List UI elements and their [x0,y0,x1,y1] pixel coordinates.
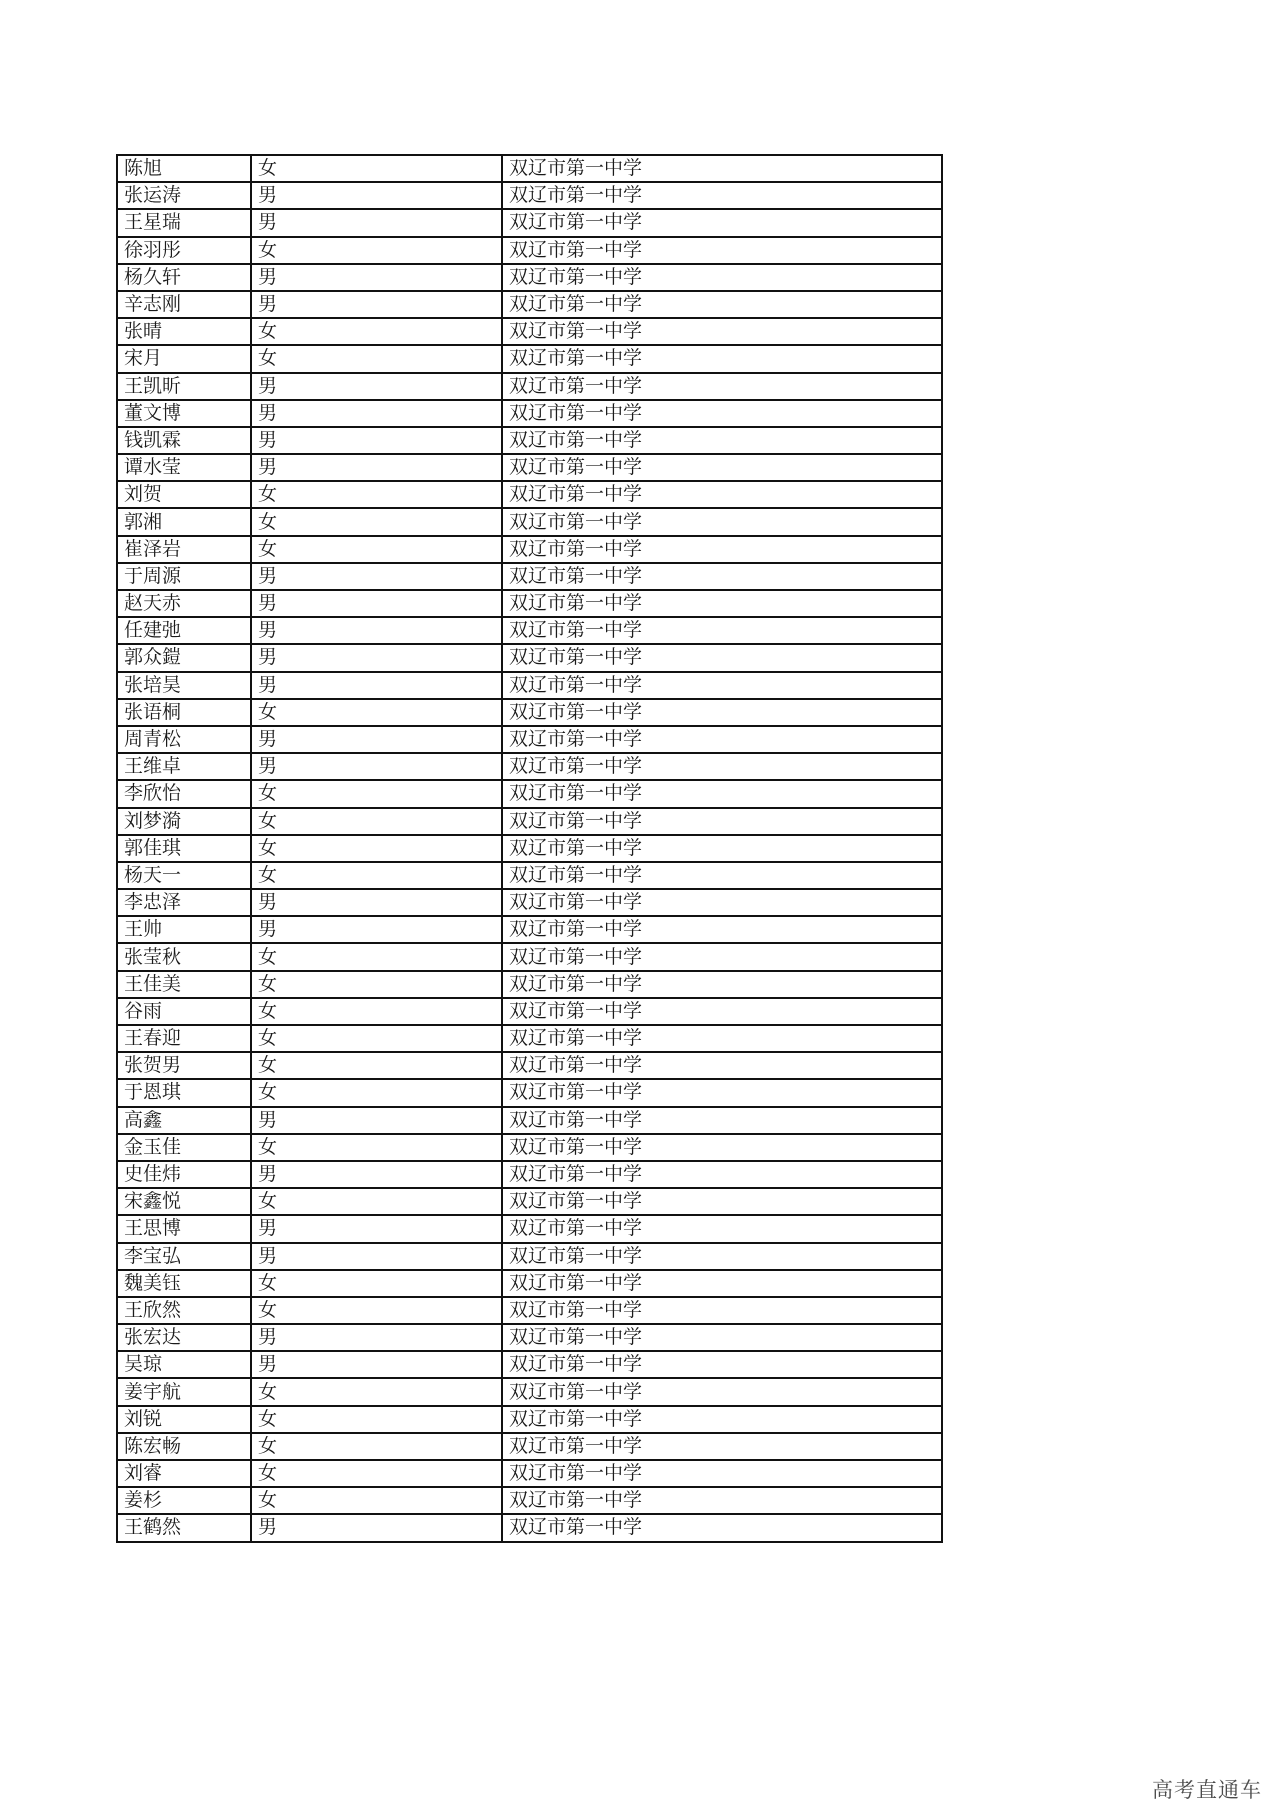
school-cell: 双辽市第一中学 [502,209,942,236]
school-cell: 双辽市第一中学 [502,1052,942,1079]
gender-cell: 男 [251,916,502,943]
student-name-cell: 王星瑞 [117,209,251,236]
gender-cell: 男 [251,644,502,671]
table-row [117,808,942,835]
student-name-cell: 王帅 [117,916,251,943]
table-row [117,1215,942,1242]
table-row [117,726,942,753]
table-row [117,753,942,780]
school-cell: 双辽市第一中学 [502,753,942,780]
table-row [117,264,942,291]
school-cell: 双辽市第一中学 [502,943,942,970]
table-row [117,1079,942,1106]
student-name-cell: 刘睿 [117,1460,251,1487]
student-roster-table [116,154,943,1543]
gender-cell: 男 [251,400,502,427]
table-row [117,1433,942,1460]
school-cell: 双辽市第一中学 [502,1433,942,1460]
gender-cell: 女 [251,1297,502,1324]
student-name-cell: 徐羽彤 [117,237,251,264]
table-row [117,345,942,372]
table-row [117,291,942,318]
student-name-cell: 周青松 [117,726,251,753]
student-name-cell: 王思博 [117,1215,251,1242]
gender-cell: 男 [251,454,502,481]
gender-cell: 男 [251,1215,502,1242]
table-row [117,1188,942,1215]
table-row [117,536,942,563]
table-row [117,1460,942,1487]
student-name-cell: 王佳美 [117,971,251,998]
school-cell: 双辽市第一中学 [502,1134,942,1161]
student-name-cell: 刘锐 [117,1406,251,1433]
student-name-cell: 陈宏畅 [117,1433,251,1460]
student-name-cell: 姜宇航 [117,1378,251,1405]
table-row [117,1378,942,1405]
school-cell: 双辽市第一中学 [502,508,942,535]
school-cell: 双辽市第一中学 [502,1161,942,1188]
gender-cell: 男 [251,427,502,454]
table-row [117,563,942,590]
table-row [117,1514,942,1541]
gender-cell: 女 [251,1079,502,1106]
table-row [117,508,942,535]
school-cell: 双辽市第一中学 [502,672,942,699]
gender-cell: 女 [251,1487,502,1514]
school-cell: 双辽市第一中学 [502,373,942,400]
student-name-cell: 张贺男 [117,1052,251,1079]
gender-cell: 女 [251,998,502,1025]
gender-cell: 男 [251,1514,502,1541]
school-cell: 双辽市第一中学 [502,862,942,889]
student-name-cell: 张宏达 [117,1324,251,1351]
gender-cell: 男 [251,182,502,209]
student-name-cell: 王凯昕 [117,373,251,400]
student-name-cell: 张培昊 [117,672,251,699]
gender-cell: 男 [251,590,502,617]
school-cell: 双辽市第一中学 [502,1378,942,1405]
table-row [117,1270,942,1297]
school-cell: 双辽市第一中学 [502,1487,942,1514]
school-cell: 双辽市第一中学 [502,726,942,753]
gender-cell: 女 [251,780,502,807]
student-name-cell: 史佳炜 [117,1161,251,1188]
gender-cell: 女 [251,318,502,345]
school-cell: 双辽市第一中学 [502,318,942,345]
school-cell: 双辽市第一中学 [502,916,942,943]
gender-cell: 女 [251,237,502,264]
student-name-cell: 刘贺 [117,481,251,508]
student-name-cell: 谷雨 [117,998,251,1025]
table-row [117,427,942,454]
student-name-cell: 王欣然 [117,1297,251,1324]
student-name-cell: 张语桐 [117,699,251,726]
school-cell: 双辽市第一中学 [502,1460,942,1487]
table-row [117,1351,942,1378]
student-name-cell: 吴琼 [117,1351,251,1378]
student-name-cell: 李忠泽 [117,889,251,916]
school-cell: 双辽市第一中学 [502,1514,942,1541]
school-cell: 双辽市第一中学 [502,1107,942,1134]
student-name-cell: 杨天一 [117,862,251,889]
gender-cell: 男 [251,1243,502,1270]
gender-cell: 女 [251,536,502,563]
gender-cell: 女 [251,699,502,726]
gender-cell: 女 [251,1052,502,1079]
gender-cell: 女 [251,1270,502,1297]
school-cell: 双辽市第一中学 [502,617,942,644]
school-cell: 双辽市第一中学 [502,1270,942,1297]
school-cell: 双辽市第一中学 [502,427,942,454]
school-cell: 双辽市第一中学 [502,182,942,209]
gender-cell: 女 [251,835,502,862]
student-name-cell: 杨久轩 [117,264,251,291]
school-cell: 双辽市第一中学 [502,1324,942,1351]
school-cell: 双辽市第一中学 [502,454,942,481]
gender-cell: 男 [251,291,502,318]
gender-cell: 女 [251,1025,502,1052]
student-name-cell: 辛志刚 [117,291,251,318]
gender-cell: 女 [251,1406,502,1433]
table-row [117,617,942,644]
student-name-cell: 宋月 [117,345,251,372]
gender-cell: 女 [251,155,502,182]
student-name-cell: 郭湘 [117,508,251,535]
gender-cell: 男 [251,672,502,699]
gender-cell: 女 [251,1433,502,1460]
school-cell: 双辽市第一中学 [502,971,942,998]
school-cell: 双辽市第一中学 [502,1188,942,1215]
school-cell: 双辽市第一中学 [502,481,942,508]
student-name-cell: 钱凯霖 [117,427,251,454]
gender-cell: 女 [251,808,502,835]
gender-cell: 男 [251,1107,502,1134]
table-row [117,699,942,726]
gender-cell: 男 [251,726,502,753]
table-row [117,862,942,889]
table-row [117,644,942,671]
watermark-text: 高考直通车 [1152,1778,1262,1802]
school-cell: 双辽市第一中学 [502,780,942,807]
school-cell: 双辽市第一中学 [502,644,942,671]
student-name-cell: 金玉佳 [117,1134,251,1161]
school-cell: 双辽市第一中学 [502,835,942,862]
school-cell: 双辽市第一中学 [502,1243,942,1270]
table-row [117,1161,942,1188]
gender-cell: 男 [251,1161,502,1188]
table-row [117,943,942,970]
table-row [117,400,942,427]
gender-cell: 女 [251,1188,502,1215]
table-row [117,916,942,943]
student-name-cell: 姜杉 [117,1487,251,1514]
student-name-cell: 谭水莹 [117,454,251,481]
school-cell: 双辽市第一中学 [502,345,942,372]
school-cell: 双辽市第一中学 [502,264,942,291]
table-row [117,1134,942,1161]
school-cell: 双辽市第一中学 [502,998,942,1025]
gender-cell: 男 [251,1351,502,1378]
gender-cell: 男 [251,563,502,590]
table-row [117,780,942,807]
school-cell: 双辽市第一中学 [502,808,942,835]
student-name-cell: 郭佳琪 [117,835,251,862]
student-name-cell: 于周源 [117,563,251,590]
table-row [117,998,942,1025]
school-cell: 双辽市第一中学 [502,291,942,318]
table-row [117,590,942,617]
school-cell: 双辽市第一中学 [502,699,942,726]
school-cell: 双辽市第一中学 [502,1215,942,1242]
student-name-cell: 高鑫 [117,1107,251,1134]
student-name-cell: 王维卓 [117,753,251,780]
gender-cell: 女 [251,481,502,508]
gender-cell: 男 [251,209,502,236]
gender-cell: 女 [251,508,502,535]
table-row [117,1487,942,1514]
gender-cell: 男 [251,617,502,644]
student-name-cell: 崔泽岩 [117,536,251,563]
gender-cell: 男 [251,889,502,916]
student-name-cell: 魏美钰 [117,1270,251,1297]
school-cell: 双辽市第一中学 [502,1351,942,1378]
gender-cell: 女 [251,1378,502,1405]
student-name-cell: 张晴 [117,318,251,345]
table-row [117,971,942,998]
table-row [117,1297,942,1324]
school-cell: 双辽市第一中学 [502,237,942,264]
table-row [117,155,942,182]
student-name-cell: 陈旭 [117,155,251,182]
table-row [117,373,942,400]
student-name-cell: 任建弛 [117,617,251,644]
school-cell: 双辽市第一中学 [502,400,942,427]
student-name-cell: 赵天赤 [117,590,251,617]
student-name-cell: 李宝弘 [117,1243,251,1270]
school-cell: 双辽市第一中学 [502,536,942,563]
table-row [117,237,942,264]
student-name-cell: 张运涛 [117,182,251,209]
table-row [117,835,942,862]
school-cell: 双辽市第一中学 [502,1297,942,1324]
table-row [117,209,942,236]
student-name-cell: 张莹秋 [117,943,251,970]
gender-cell: 女 [251,1460,502,1487]
gender-cell: 男 [251,1324,502,1351]
table-row [117,1052,942,1079]
gender-cell: 男 [251,753,502,780]
table-row [117,454,942,481]
gender-cell: 女 [251,1134,502,1161]
table-row [117,481,942,508]
gender-cell: 男 [251,264,502,291]
student-name-cell: 王春迎 [117,1025,251,1052]
roster-body [117,155,942,1542]
table-row [117,1025,942,1052]
table-row [117,1243,942,1270]
student-name-cell: 于恩琪 [117,1079,251,1106]
table-row [117,889,942,916]
student-name-cell: 王鹤然 [117,1514,251,1541]
student-name-cell: 董文博 [117,400,251,427]
student-name-cell: 李欣怡 [117,780,251,807]
table-row [117,1324,942,1351]
gender-cell: 女 [251,971,502,998]
table-row [117,1107,942,1134]
school-cell: 双辽市第一中学 [502,1025,942,1052]
student-name-cell: 宋鑫悦 [117,1188,251,1215]
gender-cell: 男 [251,373,502,400]
school-cell: 双辽市第一中学 [502,889,942,916]
school-cell: 双辽市第一中学 [502,1406,942,1433]
table-row [117,672,942,699]
student-name-cell: 刘梦漪 [117,808,251,835]
school-cell: 双辽市第一中学 [502,155,942,182]
gender-cell: 女 [251,943,502,970]
gender-cell: 女 [251,862,502,889]
student-name-cell: 郭众鎧 [117,644,251,671]
school-cell: 双辽市第一中学 [502,590,942,617]
table-row [117,1406,942,1433]
table-row [117,318,942,345]
gender-cell: 女 [251,345,502,372]
school-cell: 双辽市第一中学 [502,1079,942,1106]
table-row [117,182,942,209]
school-cell: 双辽市第一中学 [502,563,942,590]
